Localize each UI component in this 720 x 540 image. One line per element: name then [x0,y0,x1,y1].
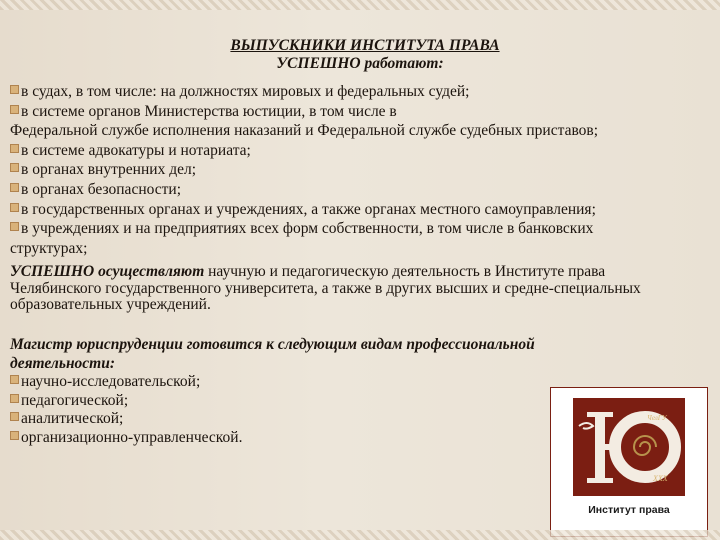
activity-lead: УСПЕШНО осуществляют [10,263,205,280]
list-item: в органах внутренних дел; [10,160,710,180]
top-decorative-stripe [0,0,720,10]
logo-caption: Институт права [588,504,670,516]
master-section [10,336,630,447]
list-item: в государственных органах и учреждениях, а также органах местного самоуправления; [10,200,710,220]
bullet-square-icon [10,222,19,231]
bullet-square-icon [10,163,19,172]
bullet-square-icon [10,105,19,114]
list-item: аналитической; [10,410,630,429]
bullet-square-icon [10,375,19,384]
list-item: в системе адвокатуры и нотариата; [10,141,710,161]
list-item: в системе органов Министерства юстиции, в том числе в Федеральной службе исполнения наказаний и Федеральной службе судебных приставов; [10,102,599,140]
bullet-square-icon [10,431,19,440]
logo-emblem [573,398,685,496]
page-subtitle: УСПЕШНО работают: [276,55,444,72]
list-item: в учреждениях и на предприятиях всех форм собственности, в том числе в банковских структурах; [10,220,594,257]
activity-paragraph [10,264,700,314]
bullet-square-icon [10,412,19,421]
activity-text: научную и педагогическую деятельность в Институте права Челябинского государственного университета, а также в других высших и средне-специальных образовательных учреждений. [10,263,641,313]
bullet-square-icon [10,203,19,212]
logo-number: XXX [653,474,668,483]
bullet-square-icon [10,183,19,192]
bottom-decorative-stripe [0,530,720,540]
master-heading: Магистр юриспруденции готовится к следующим видам профессиональной деятельности: [10,336,535,372]
work-list [10,82,710,258]
list-item: в органах безопасности; [10,180,710,200]
logo-emblem-graphic [573,398,685,496]
list-item: в судах, в том числе: на должностях мировых и федеральных судей; [10,82,710,102]
list-item: педагогической; [10,392,630,411]
institute-logo [550,387,708,537]
bullet-square-icon [10,394,19,403]
list-item: научно-исследовательской; [10,373,630,392]
logo-small-text: ЧелГУ [647,414,667,422]
bullet-square-icon [10,85,19,94]
bullet-square-icon [10,144,19,153]
page-title: ВЫПУСКНИКИ ИНСТИТУТА ПРАВА [230,37,500,54]
list-item: организационно-управленческой. [10,429,630,448]
